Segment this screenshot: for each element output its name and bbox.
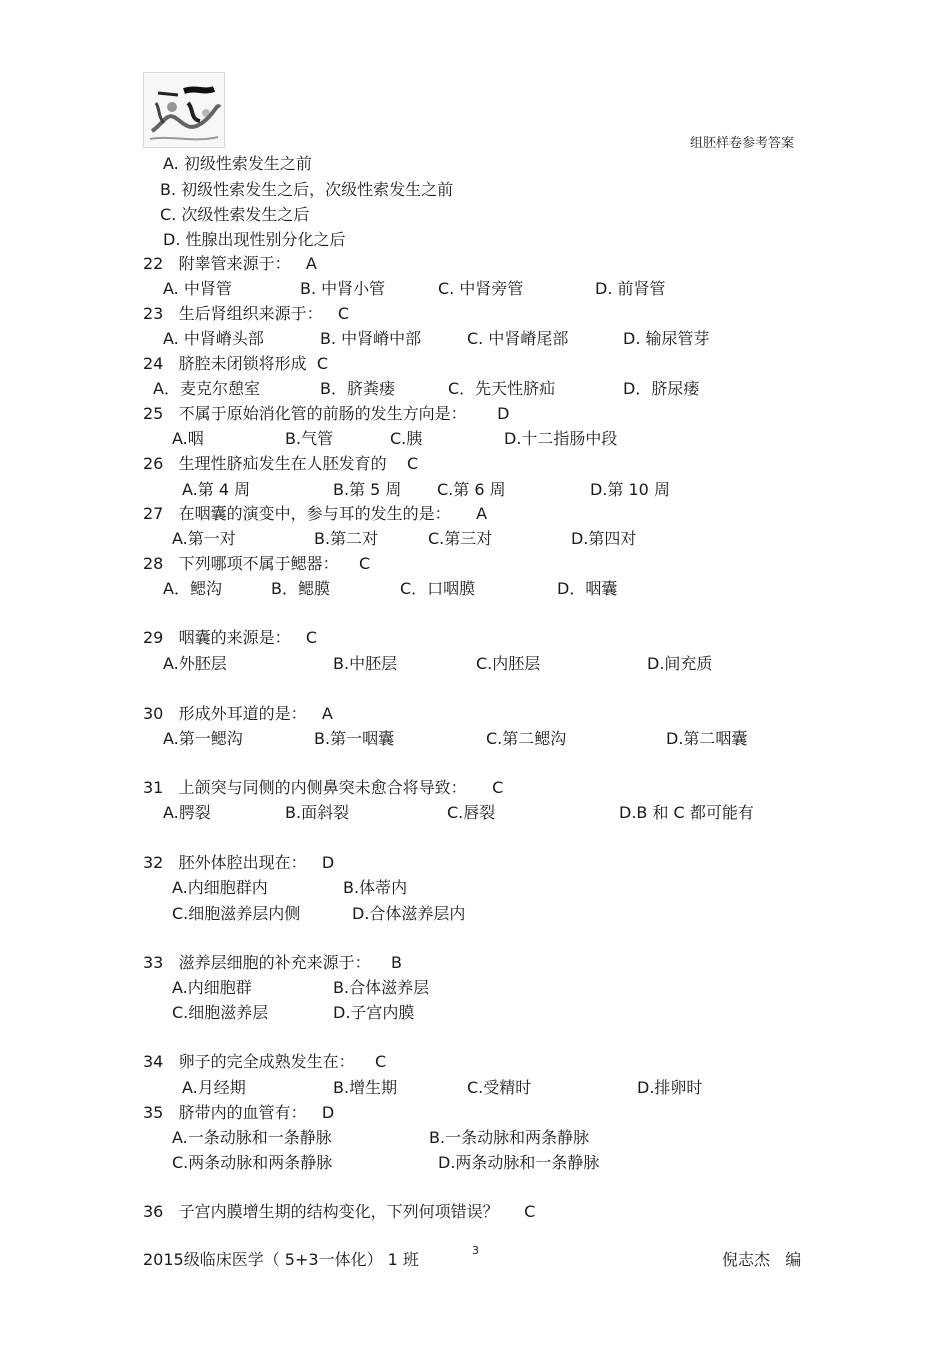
question-35 <box>143 1103 334 1123</box>
question-answer: C <box>316 354 328 373</box>
option: B.一条动脉和两条静脉 <box>429 1128 590 1147</box>
option: D.间充质 <box>647 654 713 673</box>
question-answer: C <box>337 304 350 323</box>
question-22 <box>143 254 317 274</box>
option: B.第二对 <box>314 529 379 548</box>
option: B.中胚层 <box>333 654 398 673</box>
option: A.外胚层 <box>163 654 227 673</box>
question-number: 24 <box>143 354 164 373</box>
question-number: 33 <box>143 953 164 972</box>
question-24 <box>143 354 328 374</box>
option: B.第一咽囊 <box>314 729 395 748</box>
option: C. 中肾嵴尾部 <box>467 329 569 348</box>
option-continued-d: D. 性腺出现性别分化之后 <box>163 230 346 249</box>
option: A. 中肾管 <box>163 279 232 298</box>
option: A.一条动脉和一条静脉 <box>172 1128 332 1147</box>
question-text: 子宫内膜增生期的结构变化，下列何项错误？ <box>178 1202 499 1221</box>
question-29 <box>143 628 317 648</box>
question-answer: C <box>492 778 504 797</box>
question-31 <box>143 778 503 798</box>
question-text: 不属于原始消化管的前肠的发生方向是： <box>178 404 467 423</box>
question-number: 35 <box>143 1103 164 1122</box>
option: D.第二咽囊 <box>666 729 748 748</box>
option: B. 中肾小管 <box>300 279 386 298</box>
question-23 <box>143 304 349 324</box>
option: B. 中肾嵴中部 <box>320 329 422 348</box>
question-text: 卵子的完全成熟发生在： <box>178 1052 355 1071</box>
question-number: 25 <box>143 404 164 423</box>
question-answer: C <box>374 1052 387 1071</box>
option: A.第一鳃沟 <box>163 729 243 748</box>
question-answer: C <box>524 1202 536 1221</box>
option: C.胰 <box>390 429 423 448</box>
option: B.体蒂内 <box>343 878 408 897</box>
option: B.第 5 周 <box>333 480 402 499</box>
question-text: 形成外耳道的是： <box>178 704 307 723</box>
question-text: 生理性脐疝发生在人胚发育的 <box>178 454 387 473</box>
option: D.排卵时 <box>637 1078 703 1097</box>
class-logo-icon <box>143 72 225 148</box>
option: D.第四对 <box>571 529 637 548</box>
option: C.第二鳃沟 <box>486 729 567 748</box>
question-26 <box>143 454 418 474</box>
option: C．先天性脐疝 <box>448 379 556 398</box>
question-text: 上颌突与同侧的内侧鼻突未愈合将导致： <box>178 778 467 797</box>
option: C.内胚层 <box>476 654 541 673</box>
footer-editor: 倪志杰 编 <box>722 1250 802 1269</box>
question-number: 29 <box>143 628 164 647</box>
question-30 <box>143 704 333 724</box>
question-36 <box>143 1202 535 1222</box>
option: D.第 10 周 <box>590 480 670 499</box>
option: B．鳃膜 <box>271 579 330 598</box>
option: A.第一对 <box>172 529 236 548</box>
option: B.增生期 <box>333 1078 398 1097</box>
option-continued-b: B. 初级性索发生之后，次级性索发生之前 <box>160 180 454 199</box>
option: A．麦克尔憩室 <box>153 379 260 398</box>
question-text: 咽囊的来源是： <box>178 628 291 647</box>
question-34 <box>143 1052 386 1072</box>
question-28 <box>143 554 370 574</box>
option: D.合体滋养层内 <box>352 904 466 923</box>
option: A. 中肾嵴头部 <box>163 329 264 348</box>
option: A．鳃沟 <box>163 579 222 598</box>
question-text: 在咽囊的演变中，参与耳的发生的是： <box>178 504 451 523</box>
option: C.细胞滋养层 <box>172 1003 269 1022</box>
option: C.两条动脉和两条静脉 <box>172 1153 333 1172</box>
question-answer: A <box>321 704 333 723</box>
question-answer: D <box>321 853 335 872</box>
option: D. 前肾管 <box>595 279 666 298</box>
question-number: 36 <box>143 1202 164 1221</box>
question-text: 下列哪项不属于鳃器： <box>178 554 339 573</box>
option: B．脐粪瘘 <box>320 379 395 398</box>
question-answer: D <box>321 1103 335 1122</box>
question-answer: A <box>305 254 317 273</box>
option: D．脐尿瘘 <box>623 379 700 398</box>
question-27 <box>143 504 487 524</box>
question-32 <box>143 853 334 873</box>
option: A.第 4 周 <box>182 480 251 499</box>
option: D．咽囊 <box>557 579 618 598</box>
question-number: 32 <box>143 853 164 872</box>
option: D.十二指肠中段 <box>504 429 618 448</box>
option-continued-c: C. 次级性索发生之后 <box>160 205 310 224</box>
option: C.细胞滋养层内侧 <box>172 904 301 923</box>
question-number: 22 <box>143 254 164 273</box>
option: B.面斜裂 <box>285 803 350 822</box>
option: C. 中肾旁管 <box>438 279 524 298</box>
option: C.唇裂 <box>447 803 496 822</box>
option: C.受精时 <box>467 1078 532 1097</box>
question-text: 生后肾组织来源于： <box>178 304 323 323</box>
question-answer: A <box>476 504 488 523</box>
question-text: 滋养层细胞的补充来源于： <box>178 953 371 972</box>
option: D. 输尿管芽 <box>623 329 710 348</box>
question-number: 30 <box>143 704 164 723</box>
option: A.内细胞群 <box>172 978 252 997</box>
header-title: 组胚样卷参考答案 <box>690 136 795 151</box>
option: A.月经期 <box>182 1078 246 1097</box>
question-text: 附睾管来源于： <box>178 254 291 273</box>
question-answer: C <box>406 454 419 473</box>
question-number: 31 <box>143 778 164 797</box>
option: C.第三对 <box>428 529 493 548</box>
option: B.合体滋养层 <box>333 978 430 997</box>
option: C.第 6 周 <box>437 480 506 499</box>
option: C．口咽膜 <box>400 579 476 598</box>
question-answer: D <box>497 404 510 423</box>
option: A.腭裂 <box>163 803 211 822</box>
question-answer: C <box>305 628 318 647</box>
option: B.气管 <box>285 429 334 448</box>
option: D.B 和 C 都可能有 <box>619 803 754 822</box>
question-text: 脐带内的血管有： <box>178 1103 307 1122</box>
option-continued-a: A. 初级性索发生之前 <box>163 154 312 173</box>
option: D.两条动脉和一条静脉 <box>438 1153 600 1172</box>
question-number: 28 <box>143 554 164 573</box>
option: D.子宫内膜 <box>333 1003 415 1022</box>
question-33 <box>143 953 402 973</box>
question-number: 26 <box>143 454 164 473</box>
footer-class-name: 2015级临床医学（ 5+3一体化） 1 班 <box>143 1250 419 1269</box>
question-number: 34 <box>143 1052 164 1071</box>
question-text: 胚外体腔出现在： <box>178 853 307 872</box>
option: A.咽 <box>172 429 204 448</box>
question-number: 27 <box>143 504 164 523</box>
question-number: 23 <box>143 304 164 323</box>
question-answer: B <box>390 953 402 972</box>
question-text: 脐腔未闭锁将形成 <box>178 354 307 373</box>
option: A.内细胞群内 <box>172 878 268 897</box>
question-answer: C <box>358 554 371 573</box>
page-number: 3 <box>472 1244 479 1257</box>
question-25 <box>143 404 509 424</box>
